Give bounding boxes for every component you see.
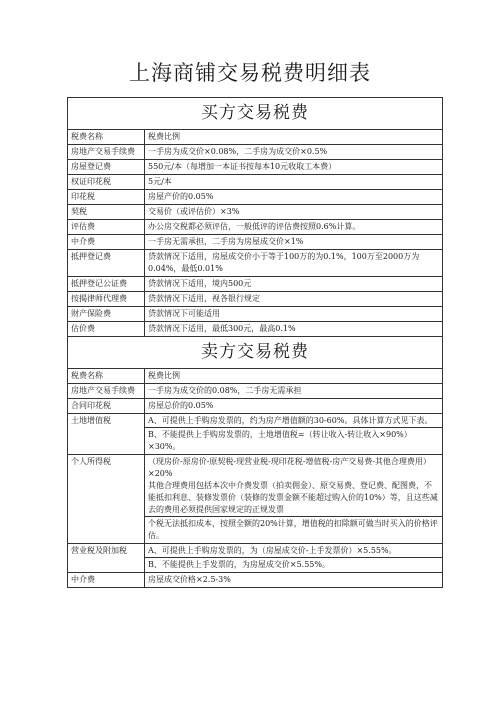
table-row	[68, 369, 442, 384]
tax-rate	[145, 322, 442, 336]
tax-name: 中介费	[68, 573, 145, 587]
tax-rate	[145, 220, 442, 234]
tax-rate	[145, 573, 442, 587]
tax-rate-line: 一手房无需承担，二手房为房屋成交价×1%	[148, 237, 304, 246]
table-row	[68, 250, 442, 277]
tax-name: 个人所得税	[68, 455, 145, 543]
tax-rate	[145, 369, 442, 383]
tax-rate	[145, 384, 442, 398]
tax-rate	[145, 145, 442, 159]
table-row	[68, 235, 442, 250]
table-row	[68, 175, 442, 190]
table-row	[68, 322, 442, 336]
table-row	[68, 220, 442, 235]
tax-rate-line: 贷款情况下适用，房屋成交价小于等于100万的为0.1%，100万至2000万为0.04%，最低0.01%	[148, 252, 420, 273]
tax-rate-line: 一手房为成交价×0.08%，二手房为成交价×0.5%	[148, 147, 328, 156]
tax-rate	[145, 544, 442, 572]
tax-name: 房地产交易手续费	[68, 384, 145, 398]
table-row	[68, 399, 442, 414]
table-row	[68, 160, 442, 175]
tax-name: 评估费	[68, 220, 145, 234]
tax-rate	[145, 175, 442, 189]
tax-name: 土地增值税	[68, 414, 145, 454]
tax-rate-line: B、不能提供上手发票的，为房屋成交价×5.55%。	[145, 557, 442, 571]
seller-rows	[68, 369, 442, 587]
tax-rate-line: 一手房为成交价的0.08%，二手房无需承担	[148, 386, 302, 395]
tax-rate-line: 税费比例	[148, 132, 180, 141]
tax-name: 估价费	[68, 322, 145, 336]
tax-rate-line: A、可提供上手购房发票的，为（房屋成交价-上手发票价）×5.55%。	[148, 546, 397, 555]
tax-name: 财产保险费	[68, 307, 145, 321]
table-row	[68, 455, 442, 544]
tax-rate	[145, 399, 442, 413]
table-row	[68, 384, 442, 399]
tax-name: 抵押登记公证费	[68, 277, 145, 291]
tax-rate-line: 税费比例	[148, 371, 180, 380]
tax-table	[67, 97, 443, 588]
tax-name: 印花税	[68, 190, 145, 204]
tax-rate-line: A、可提供上手购房发票的，约为房产增值额的30-60%。具体计算方式见下表。	[148, 416, 433, 425]
tax-name: 合同印花税	[68, 399, 145, 413]
seller-section-heading: 卖方交易税费	[68, 336, 442, 369]
tax-name: 抵押登记费	[68, 250, 145, 276]
tax-rate-line: 交易价（或评估价）×3%	[148, 207, 240, 216]
table-row	[68, 145, 442, 160]
tax-name: 房地产交易手续费	[68, 145, 145, 159]
tax-rate-line: （现房价-原房价-原契税-现营业税-现印花税-增值税-房产交易费-其他合理费用）×20% 其他合理费用包括本次中介费发票（拍卖佣金）、原交易费、登记费、配图费，不能抵扣利息、装修发票价（装修的发票金额不能超过购入价的10%）等，且这些减去的费用必须提供国家规定的正规发票	[148, 457, 438, 514]
tax-rate-line: 贷款情况下适用，境内500元	[148, 279, 252, 288]
tax-rate	[145, 130, 442, 144]
tax-rate-line: 房屋成交价格×2.5-3%	[148, 575, 231, 584]
tax-name: 营业税及附加税	[68, 544, 145, 572]
tax-name: 中介费	[68, 235, 145, 249]
tax-rate-line: 房屋总价的0.05%	[148, 401, 214, 410]
tax-name: 权证印花税	[68, 175, 145, 189]
tax-rate	[145, 250, 442, 276]
tax-name: 税费名称	[68, 130, 145, 144]
table-row	[68, 205, 442, 220]
tax-rate-line: 房屋产价的0.05%	[148, 192, 214, 201]
buyer-section-heading: 买方交易税费	[68, 98, 442, 130]
tax-rate-line: 贷款情况下适用，最低300元，最高0.1%	[148, 324, 296, 333]
tax-rate	[145, 160, 442, 174]
tax-rate	[145, 277, 442, 291]
tax-rate-line: 个税无法抵扣成本，按照全额的20%计算，增值税的扣除额可做当时买入的价格评估。	[145, 516, 442, 542]
table-row	[68, 277, 442, 292]
tax-rate-line: B、不能提供上手购房发票的，土地增值税=（转让收入-转让收入×90%）×30%。	[145, 427, 442, 453]
tax-rate	[145, 190, 442, 204]
table-row	[68, 292, 442, 307]
document-title: 上海商铺交易税费明细表	[129, 61, 371, 85]
tax-rate	[145, 455, 442, 543]
tax-rate-line: 5元/本	[148, 177, 172, 186]
table-row	[68, 307, 442, 322]
tax-rate-line: 贷款情况下可能适用	[148, 309, 220, 318]
tax-rate-line: 550元/本（每增加一本证书按每本10元收取工本费）	[148, 162, 337, 171]
table-row	[68, 414, 442, 455]
tax-rate	[145, 235, 442, 249]
tax-rate	[145, 414, 442, 454]
table-row	[68, 544, 442, 573]
table-row	[68, 190, 442, 205]
table-row	[68, 573, 442, 587]
tax-rate	[145, 307, 442, 321]
tax-name: 契税	[68, 205, 145, 219]
tax-rate	[145, 205, 442, 219]
tax-rate-line: 办公房交税都必须评估，一般低评的评估费按照0.6%计算。	[148, 222, 361, 231]
tax-rate	[145, 292, 442, 306]
tax-rate-line: 贷款情况下适用，视各银行规定	[148, 294, 260, 303]
tax-name: 税费名称	[68, 369, 145, 383]
tax-name: 按揭律师代理费	[68, 292, 145, 306]
tax-name: 房屋登记费	[68, 160, 145, 174]
buyer-rows	[68, 130, 442, 336]
table-row	[68, 130, 442, 145]
